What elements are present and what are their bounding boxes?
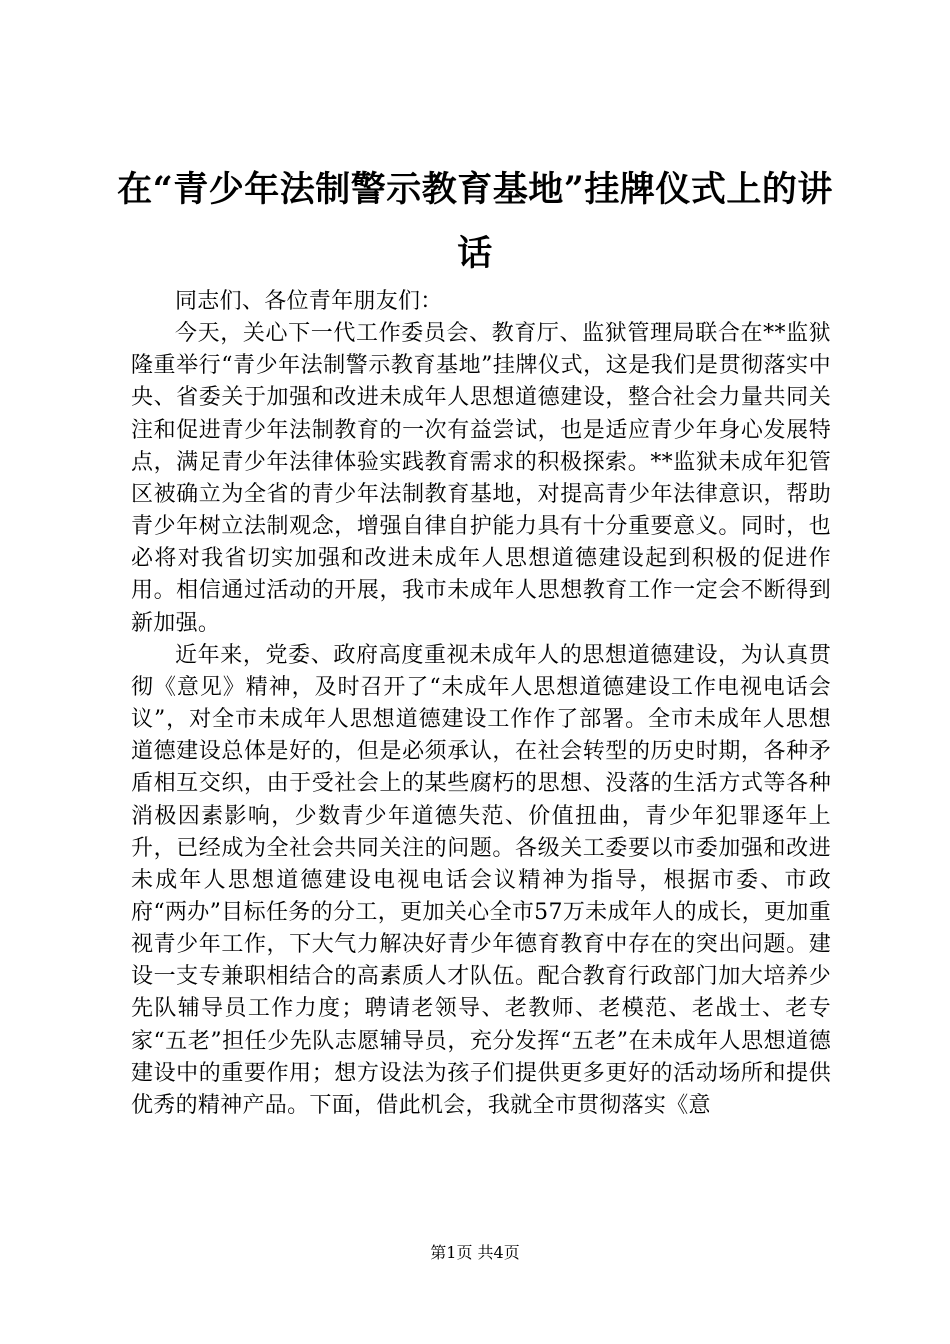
document-title: 在“青少年法制警示教育基地”挂牌仪式上的讲话 [117,169,833,274]
document-body [131,286,831,1122]
body-paragraph-2: 近年来，党委、政府高度重视未成年人的思想道德建设，为认真贯彻《意见》精神，及时召开了“未成年人思想道德建设工作电视电话会议”，对全市未成年人思想道德建设工作作了部署。全市未成年人思想道德建设总体是好的，但是必须承认，在社会转型的历史时期，各种矛盾相互交织，由于受社会上的某些腐朽的思想、没落的生活方式等各种消极因素影响，少数青少年道德失范、价值扭曲，青少年犯罪逐年上升，已经成为全社会共同关注的问题。各级关工委要以市委加强和改进未成年人思想道德建设电视电话会议精神为指导，根据市委、市政府“两办”目标任务的分工，更加关心全市57万未成年人的成长，更加重视青少年工作，下大气力解决好青少年德育教育中存在的突出问题。建设一支专兼职相结合的高素质人才队伍。配合教育行政部门加大培养少先队辅导员工作力度；聘请老领导、老教师、老模范、老战士、老专家“五老”担任少先队志愿辅导员，充分发挥“五老”在未成年人思想道德建设中的重要作用；想方设法为孩子们提供更多更好的活动场所和提供优秀的精神产品。下面，借此机会，我就全市贯彻落实《意 [131,642,831,1118]
body-paragraph-1: 今天，关心下一代工作委员会、教育厅、监狱管理局联合在**监狱隆重举行“青少年法制警示教育基地”挂牌仪式，这是我们是贯彻落实中央、省委关于加强和改进未成年人思想道德建设，整合社会力量共同关注和促进青少年法制教育的一次有益尝试，也是适应青少年身心发展特点，满足青少年法律体验实践教育需求的积极探索。**监狱未成年犯管区被确立为全省的青少年法制教育基地，对提高青少年法律意识，帮助青少年树立法制观念，增强自律自护能力具有十分重要意义。同时，也必将对我省切实加强和改进未成年人思想道德建设起到积极的促进作用。相信通过活动的开展，我市未成年人思想教育工作一定会不断得到新加强。 [131,321,831,636]
salutation-paragraph: 同志们、各位青年朋友们： [175,289,443,314]
page-number-footer: 第1页 共4页 [430,1243,520,1262]
